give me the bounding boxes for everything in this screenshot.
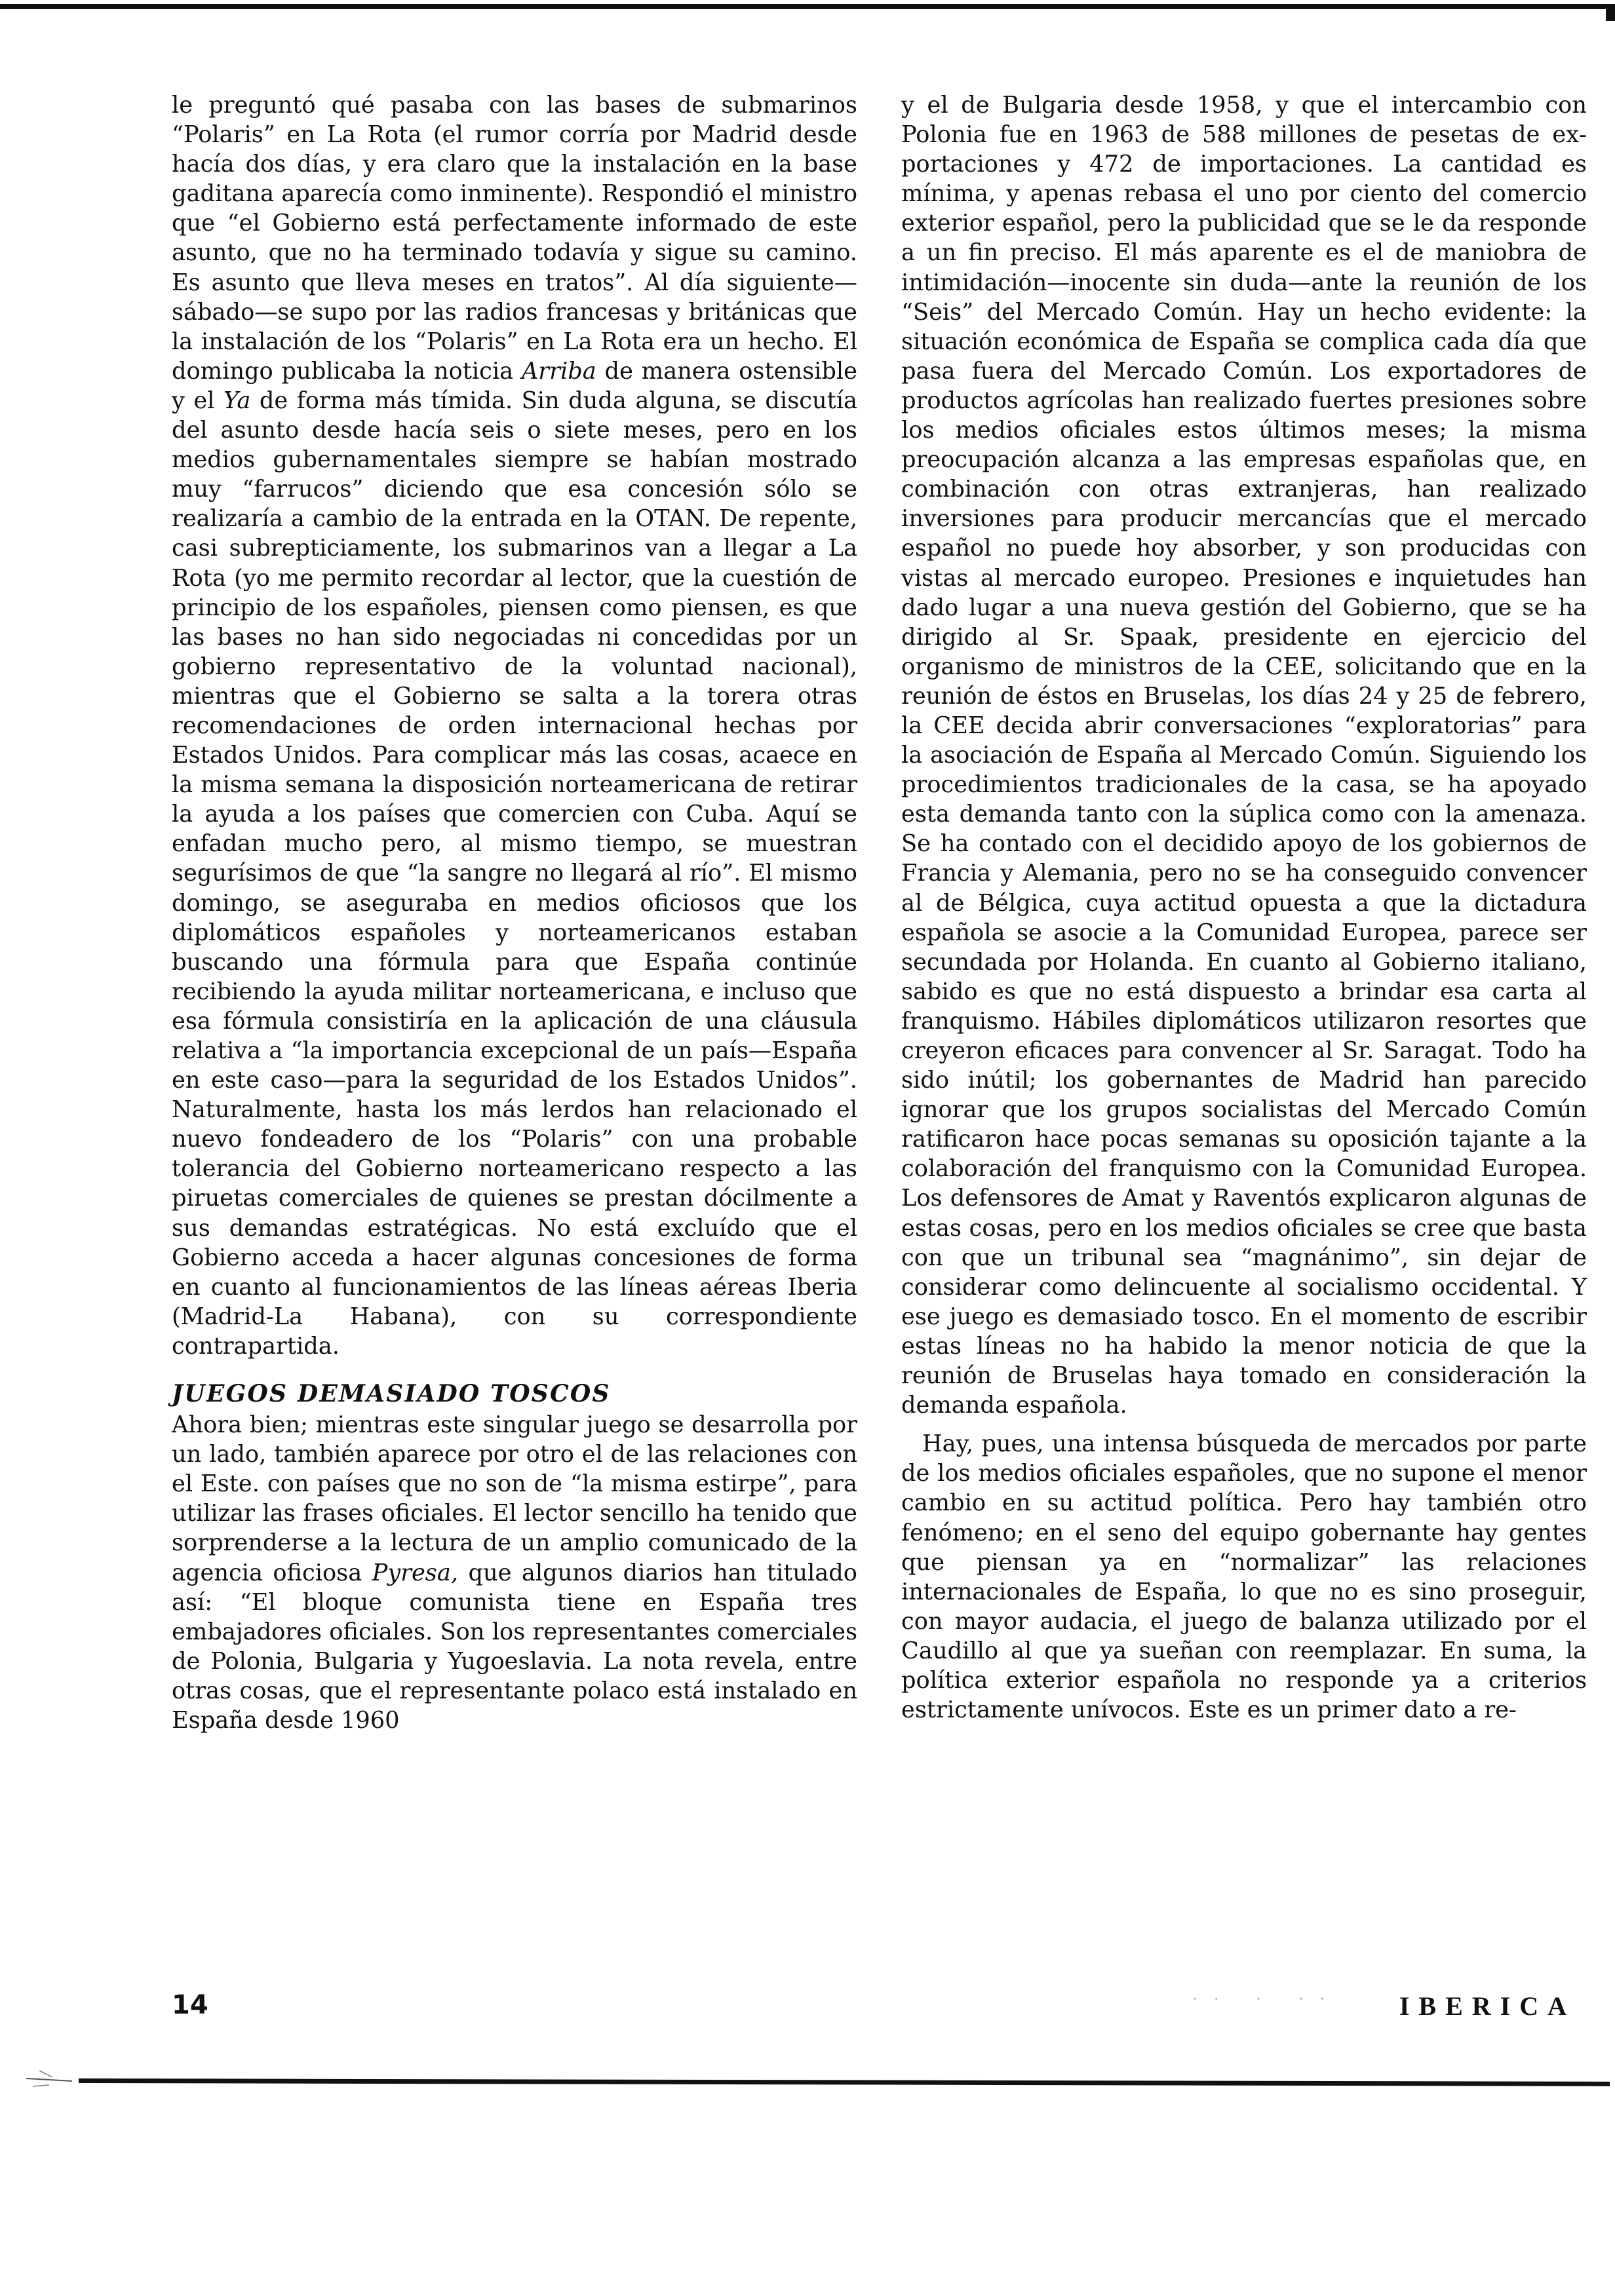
- newspaper-name-arriba: Arriba: [521, 357, 596, 385]
- left-column: [172, 90, 857, 1735]
- bottom-border-rule: [79, 2078, 1610, 2086]
- bottom-left-scan-mark: [26, 2064, 72, 2090]
- right-paragraph-1: y el de Bulgaria desde 1958, y que el intercambio con Polonia fue en 1963 de 588 millones de pesetas de exportaciones y 472 de importaciones. La cantidad es mínima, y apenas rebasa el uno por ciento del comercio exterior español, pero la publicidad que se le da responde a un fin preciso. El más aparente es el de maniobra de intimidación—inocente sin duda—ante la reunión de los “Seis” del Mercado Común. Hay un hecho evidente: la situación económica de España se complica cada día que pasa fuera del Mercado Común. Los exportadores de productos agrícolas han realizado fuertes presiones sobre los medios oficiales estos últimos meses; la misma preocupación alcanza a las empresas españolas que, en combinación con otras extranjeras, han realizado inversiones para producir mercancías que el mercado español no puede hoy absorber, y son producidas con vistas al mercado europeo. Presiones e inquietudes han dado lugar a una nueva gestión del Gobierno, que se ha dirigido al Sr. Spaak, presidente en ejercicio del organismo de ministros de la CEE, solicitando que en la reunión de éstos en Bruselas, los días 24 y 25 de febrero, la CEE decida abrir conversaciones “exploratorias” para la asociación de España al Mercado Común. Siguiendo los procedimientos tradicionales de la casa, se ha apoyado esta demanda tanto con la súplica como con la amenaza. Se ha contado con el decidido apoyo de los gobiernos de Francia y Alemania, pero no se ha conseguido convencer al de Bélgica, cuya actitud opuesta a que la dictadura española se asocie a la Comunidad Europea, parece ser secundada por Holanda. En cuanto al Gobierno italiano, sabido es que no está dispuesto a brindar esa carta al franquismo. Hábiles diplomáticos utilizaron resortes que creyeron eficaces para convencer al Sr. Saragat. Todo ha sido inútil; los gobernantes de Madrid han parecido ignorar que los grupos socialistas del Mercado Común ratificaron hace pocas semanas su oposición tajante a la colaboración del franquismo con la Comunidad Europea. Los defensores de Amat y Raventós explicaron algunas de estas cosas, pero en los medios oficiales se cree que basta con que un tribunal sea “magnánimo”, sin dejar de considerar como delincuente al socialismo occidental. Y ese juego es demasiado tosco. En el momento de escribir estas líneas no ha habido la menor noticia de que la reunión de Bruselas haya tomado en consideración la demanda española.: [901, 92, 1587, 1419]
- right-paragraph-2: Hay, pues, una intensa búsqueda de mercados por parte de los medios oficiales españoles, que no supone el menor cambio en su actitud política. Pero hay también otro fenómeno; en el seno del equipo gobernante hay gentes que piensan ya en “normalizar” las relaciones internacionales de España, lo que no es sino proseguir, con mayor audacia, el juego de balanza utilizado por el Caudillo al que ya sueñan con reemplazar. En suma, la política exterior española no responde ya a criterios estrictamente unívocos. Este es un primer dato a re-: [901, 1430, 1587, 1724]
- magazine-name: IBERICA: [1399, 1991, 1576, 2021]
- footer-dot-leader: ·· · ··: [1193, 1991, 1342, 2006]
- right-column: [901, 90, 1587, 1725]
- top-border-rule: [0, 4, 1615, 9]
- page-number: 14: [172, 1990, 208, 2020]
- section-heading: JUEGOS DEMASIADO TOSCOS: [172, 1380, 611, 1408]
- agency-name-pyresa: Pyresa,: [372, 1559, 459, 1586]
- left-paragraph-2: Ahora bien; mientras este singular juego se desarrolla por un lado, también aparece por otro el de las relaciones con el Este. con países que no son de “la misma estirpe”, para utilizar las frases oficiales. El lector sencillo ha tenido que sorprenderse a la lectura de un amplio comunicado de la agencia oficiosa Pyresa, que algunos diarios han titulado así: “El bloque comunista tiene en España tres embajadores oficiales. Son los representantes comerciales de Polonia, Bulgaria y Yugoeslavia. La nota revela, entre otras cosas, que el representante polaco está instalado en España desde 1960: [172, 1411, 857, 1734]
- top-right-corner-mark: [1606, 4, 1615, 21]
- left-paragraph-1: le preguntó qué pasaba con las bases de submarinos “Polaris” en La Rota (el rumor corría por Madrid desde hacía dos días, y era claro que la instalación en la base gaditana aparecía como inminente). Respondió el ministro que “el Gobierno está perfectamente informado de este asunto, que no ha terminado todavía y sigue su camino. Es asunto que lleva meses en tratos”. Al día siguiente—sábado—se supo por las radios francesas y británicas que la instalación de los “Polaris” en La Rota era un hecho. El domingo publicaba la noticia Arriba de manera ostensible y el Ya de forma más tímida. Sin duda alguna, se discutía del asunto desde hacía seis o siete meses, pero en los medios gubernamentales siempre se habían mostrado muy “farrucos” diciendo que esa concesión sólo se realizaría a cambio de la entrada en la OTAN. De repente, casi subrepticiamente, los submarinos van a llegar a La Rota (yo me permito recordar al lector, que la cuestión de principio de los españoles, piensen como piensen, es que las bases no han sido negociadas ni concedidas por un gobierno representativo de la voluntad nacional), mientras que el Gobierno se salta a la torera otras recomendaciones de orden internacional hechas por Estados Unidos. Para complicar más las cosas, acaece en la misma semana la disposición norteamericana de retirar la ayuda a los países que comercien con Cuba. Aquí se enfadan mucho pero, al mismo tiempo, se muestran segurísimos de que “la sangre no llegará al río”. El mismo domingo, se aseguraba en medios oficiosos que los diplomáticos españoles y norteamericanos estaban buscando una fórmula para que España continúe recibiendo la ayuda militar norteamericana, e incluso que esa fórmula consistiría en la aplicación de una cláusula relativa a “la importancia excepcional de un país—España en este caso—para la seguridad de los Estados Unidos”. Naturalmente, hasta los más lerdos han relacionado el nuevo fondeadero de los “Polaris” con una probable tolerancia del Gobierno norteamericano respecto a las piruetas comerciales de quienes se prestan dócilmente a sus demandas estratégicas. No está excluído que el Gobierno acceda a hacer algunas concesiones de forma en cuanto al funcionamientos de las líneas aéreas Iberia (Madrid-La Habana), con su correspondiente contrapartida.: [172, 92, 857, 1360]
- newspaper-name-ya: Ya: [223, 387, 251, 414]
